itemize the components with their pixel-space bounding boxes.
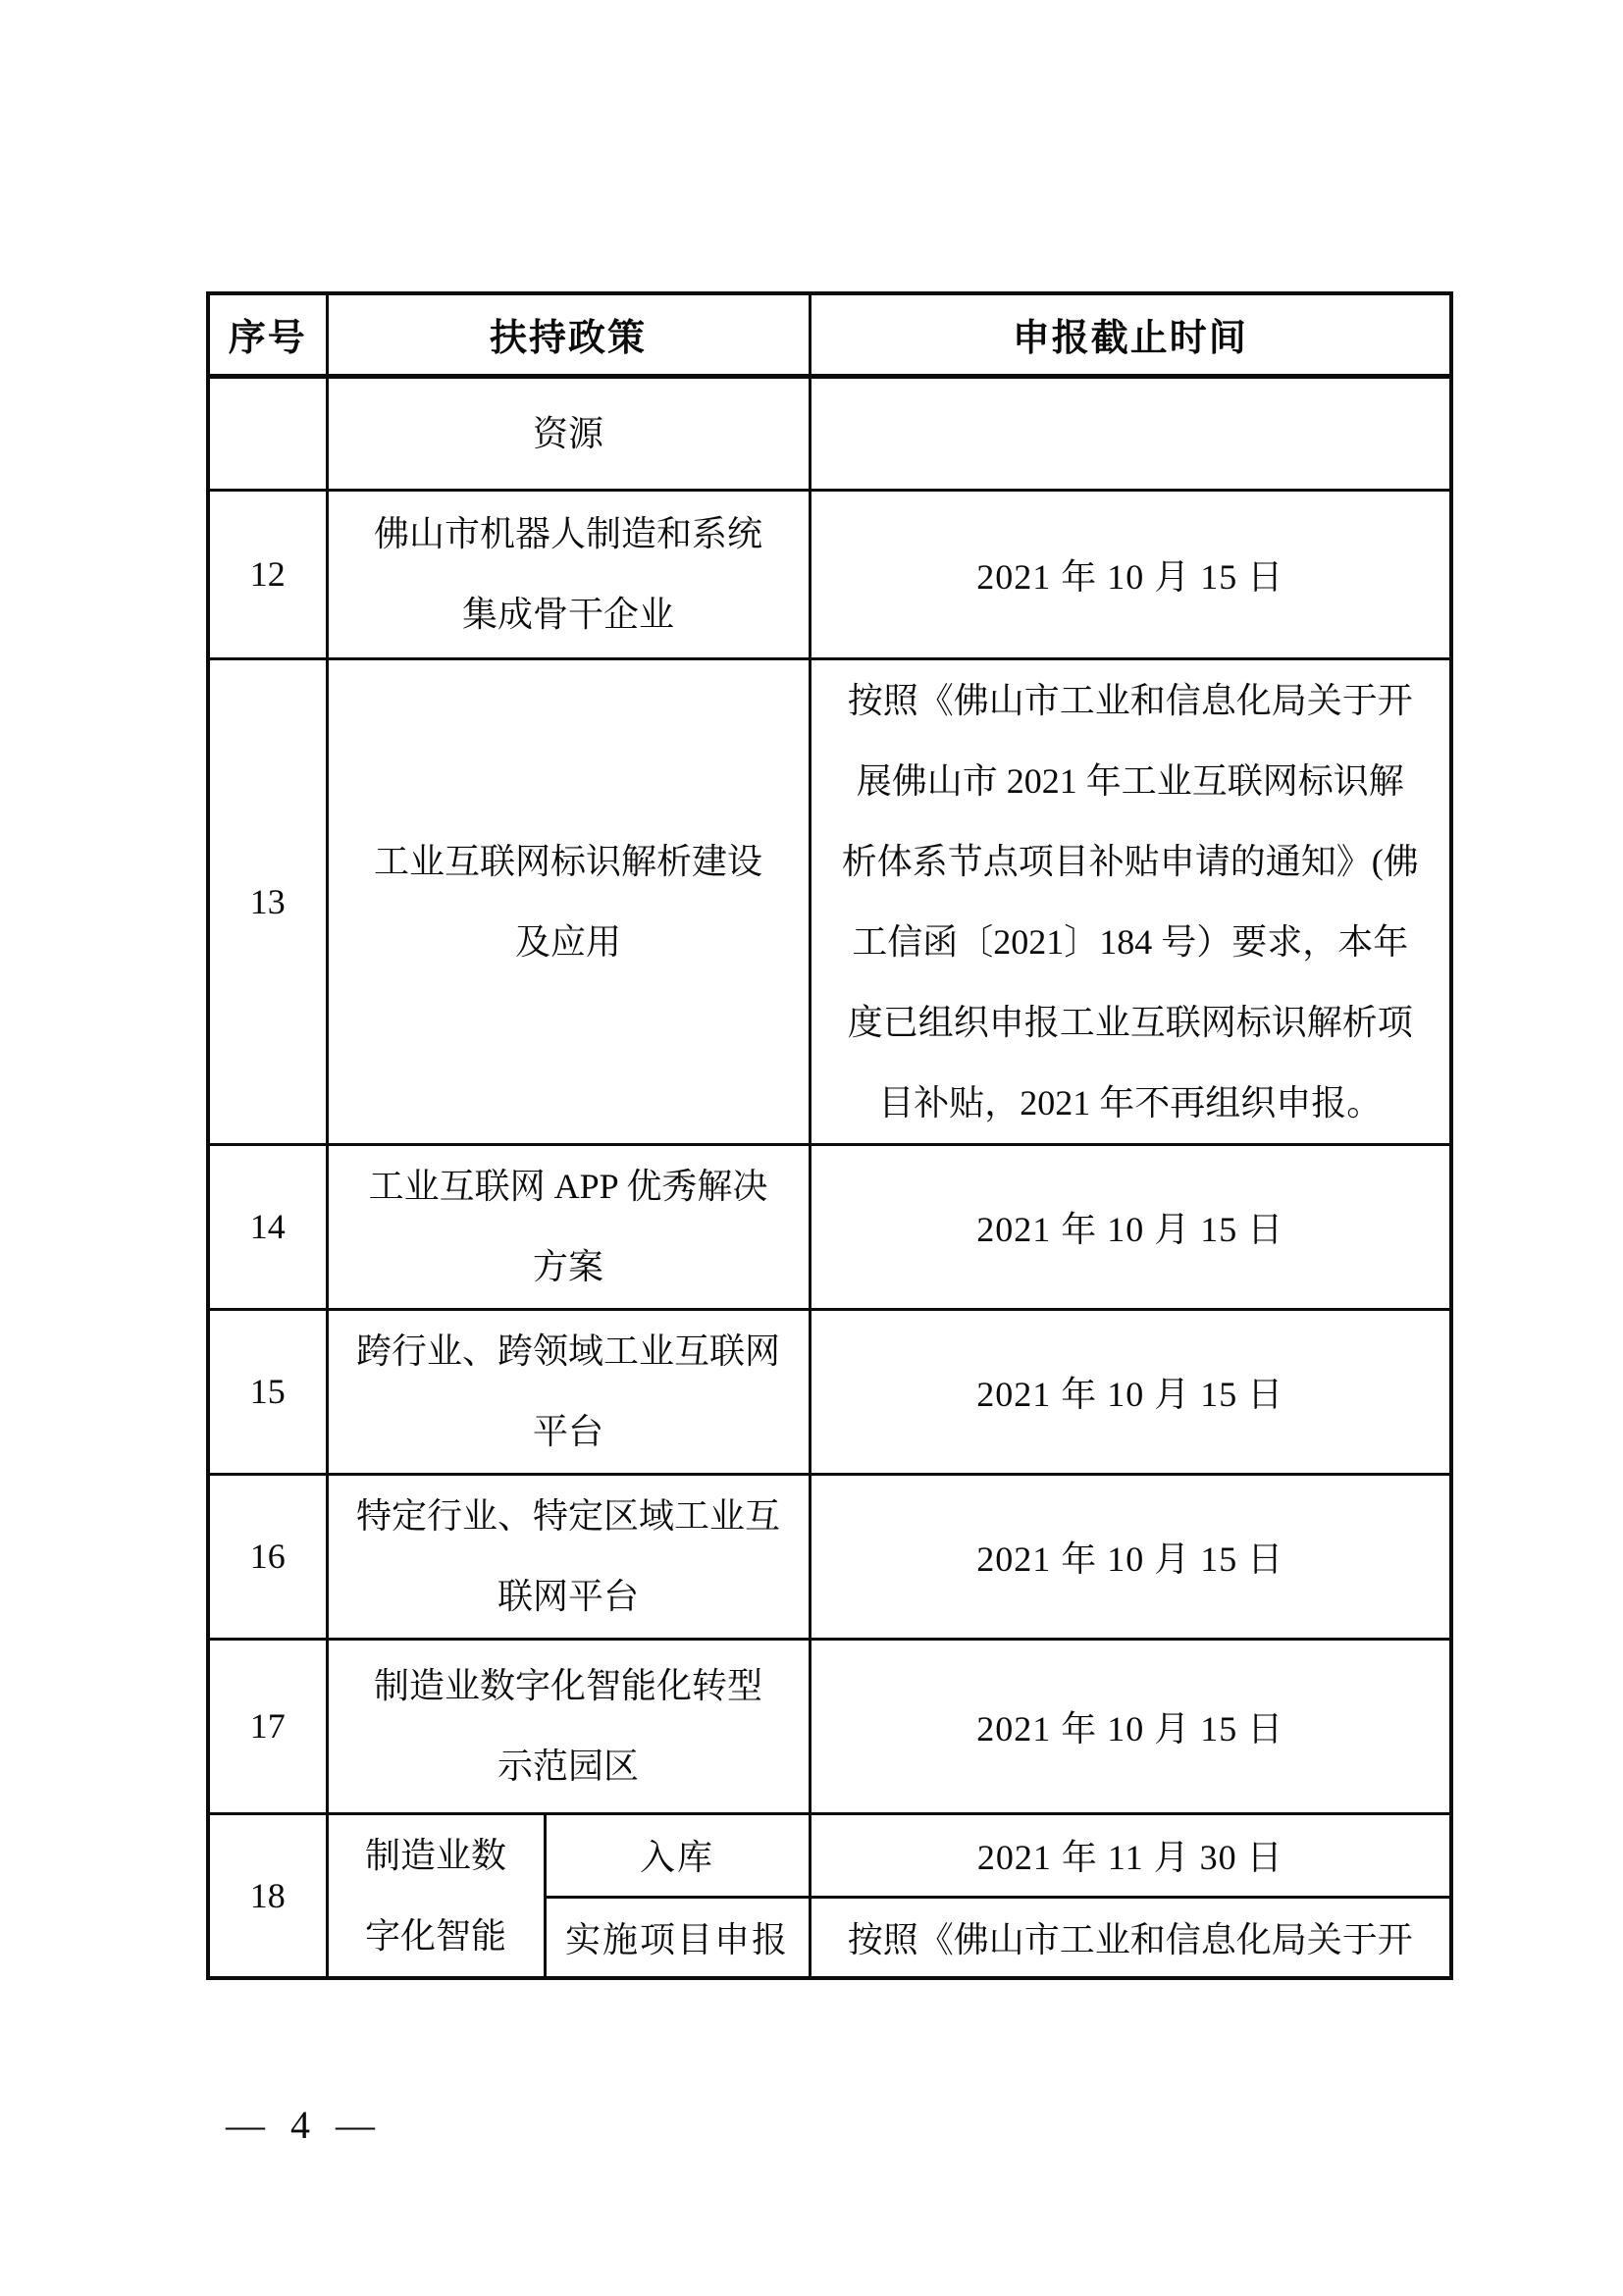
policy-cell [327, 1813, 545, 1978]
serial-cell: 15 [208, 1309, 327, 1474]
table-row-12 [208, 490, 1451, 658]
serial-cell [208, 376, 327, 490]
deadline-line: 析体系节点项目补贴申请的通知》(佛 [841, 841, 1419, 881]
deadline-cell: 2021 年 11 月 30 日 [810, 1813, 1451, 1897]
serial-cell: 17 [208, 1639, 327, 1813]
deadline-cell: 2021 年 10 月 15 日 [810, 1309, 1451, 1474]
serial-cell: 13 [208, 658, 327, 1144]
serial-cell: 14 [208, 1144, 327, 1309]
deadline-line: 度已组织申报工业互联网标识解析项 [847, 1002, 1413, 1042]
policy-cell [327, 658, 810, 1144]
policy-line: 资源 [532, 413, 603, 453]
policy-cell [327, 1309, 810, 1474]
policy-line: 及应用 [514, 921, 621, 962]
page-number: — 4 — [226, 2103, 383, 2147]
policy-line: 制造业数 [364, 1835, 506, 1875]
serial-cell: 12 [208, 490, 327, 658]
serial-cell: 16 [208, 1474, 327, 1639]
policy-line: 佛山市机器人制造和系统 [373, 514, 762, 553]
policy-line: 工业互联网 APP 优秀解决 [368, 1167, 768, 1206]
deadline-cell: 2021 年 10 月 15 日 [810, 490, 1451, 658]
policy-line: 制造业数字化智能化转型 [373, 1666, 762, 1705]
table-row-14 [208, 1144, 1451, 1309]
policy-cell [327, 1144, 810, 1309]
deadline-cell: 按照《佛山市工业和信息化局关于开 [810, 1897, 1451, 1977]
table-row-continuation [208, 376, 1451, 490]
deadline-line: 展佛山市 2021 年工业互联网标识解 [856, 760, 1404, 801]
stage-cell: 实施项目申报 [545, 1897, 810, 1977]
policy-line: 联网平台 [497, 1577, 639, 1616]
policy-cell [327, 1474, 810, 1639]
table-row-15 [208, 1309, 1451, 1474]
serial-cell: 18 [208, 1813, 327, 1978]
deadline-line: 目补贴，2021 年不再组织申报。 [878, 1082, 1383, 1122]
table-row-13 [208, 658, 1451, 1144]
policy-line: 集成骨干企业 [461, 595, 674, 634]
deadline-cell: 2021 年 10 月 15 日 [810, 1474, 1451, 1639]
deadline-cell: 2021 年 10 月 15 日 [810, 1144, 1451, 1309]
deadline-line: 工信函〔2021〕184 号）要求，本年 [852, 921, 1409, 962]
header-policy: 扶持政策 [327, 293, 810, 376]
table-row-16 [208, 1474, 1451, 1639]
header-deadline: 申报截止时间 [810, 293, 1451, 376]
table-row-17 [208, 1639, 1451, 1813]
policy-line: 工业互联网标识解析建设 [373, 841, 762, 881]
policy-cell [327, 1639, 810, 1813]
policy-line: 跨行业、跨领域工业互联网 [355, 1331, 780, 1371]
stage-cell: 入库 [545, 1813, 810, 1897]
policy-cell [327, 376, 810, 490]
policy-line: 特定行业、特定区域工业互 [355, 1496, 780, 1536]
table-header-row [208, 293, 1451, 376]
policy-line: 示范园区 [497, 1747, 639, 1786]
deadline-cell: 2021 年 10 月 15 日 [810, 1639, 1451, 1813]
table-row-18 [208, 1813, 1451, 1897]
deadline-line: 按照《佛山市工业和信息化局关于开 [847, 680, 1413, 720]
policy-line: 字化智能 [364, 1915, 506, 1956]
policy-line: 平台 [532, 1412, 603, 1451]
header-serial: 序号 [208, 293, 327, 376]
deadline-cell [810, 658, 1451, 1144]
deadline-cell [810, 376, 1451, 490]
policy-deadline-table [206, 291, 1453, 1980]
policy-cell [327, 490, 810, 658]
policy-line: 方案 [532, 1247, 603, 1286]
